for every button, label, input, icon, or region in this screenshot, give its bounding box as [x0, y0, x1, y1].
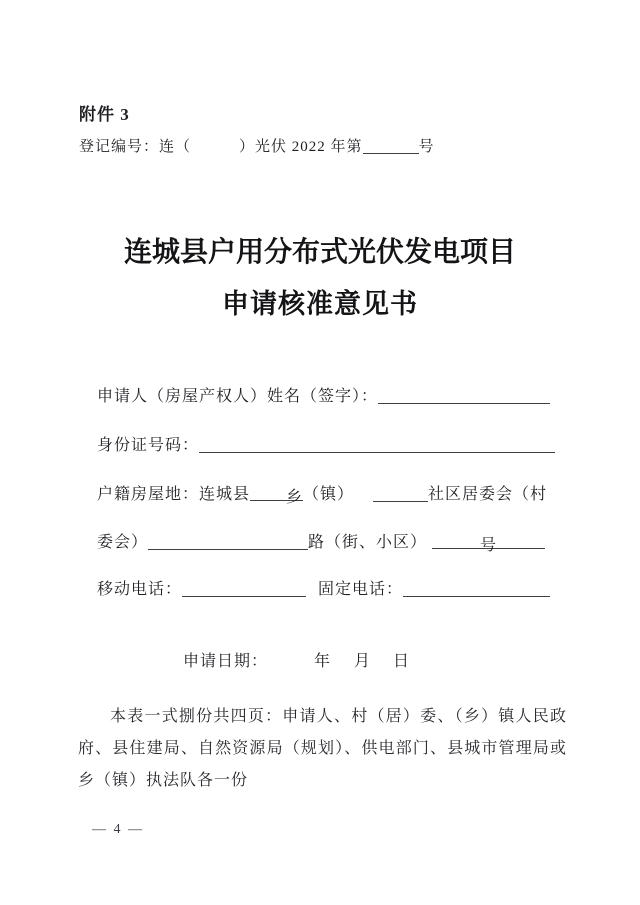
id-number-blank-line: [199, 436, 555, 453]
applicant-name-row: [97, 383, 550, 406]
address-label: 户籍房屋地：连城县: [97, 486, 251, 503]
phone-row: [97, 576, 550, 599]
document-title-line1: 连城县户用分布式光伏发电项目: [123, 237, 516, 268]
house-number-unit-label: 号: [480, 537, 498, 554]
id-number-label: 身份证号码：: [97, 437, 200, 454]
landline-phone-label: 固定电话：: [318, 581, 404, 598]
page-number: — 4 —: [92, 822, 144, 837]
mobile-phone-blank-line: [182, 580, 306, 597]
township-unit-label: 乡: [286, 489, 304, 506]
registration-suffix: 号: [418, 139, 435, 155]
township-blank-line: [250, 484, 304, 506]
community-suffix-label: 社区居委会（村: [428, 486, 548, 503]
road-label: 路（街、小区）: [308, 534, 428, 551]
registration-number-blank-line: [363, 139, 419, 154]
application-date-label: 申请日期：: [183, 653, 269, 670]
landline-phone-blank-line: [403, 580, 550, 597]
document-title-line2: 申请核准意见书: [222, 289, 418, 319]
address-row-2: [97, 529, 545, 552]
town-suffix-label: （镇）: [303, 486, 355, 503]
date-day-unit: 日: [393, 653, 411, 670]
applicant-name-label: 申请人（房屋产权人）姓名（签字）：: [97, 388, 379, 405]
application-date-row: [183, 648, 410, 671]
address-row-1: [97, 481, 547, 504]
committee-prefix-label: 委会）: [97, 534, 149, 551]
registration-number-line: [79, 135, 435, 156]
date-month-unit: 月: [354, 653, 372, 670]
applicant-name-blank-line: [378, 387, 550, 404]
house-number-blank-line: [432, 532, 545, 554]
distribution-note: 本表一式捌份共四页：申请人、村（居）委、（乡）镇人民政府、县住建局、自然资源局（规划）、供电部门、县城市管理局或乡（镇）执法队各一份: [78, 708, 567, 789]
date-year-unit: 年: [314, 653, 332, 670]
road-blank-line: [148, 533, 308, 550]
attachment-label: 附件 3: [79, 105, 130, 124]
registration-prefix: 登记编号：连（: [79, 139, 192, 155]
id-number-row: [97, 432, 555, 455]
mobile-phone-label: 移动电话：: [97, 581, 183, 598]
registration-middle: ）光伏 2022 年第: [239, 139, 363, 155]
community-blank-line: [373, 485, 428, 502]
